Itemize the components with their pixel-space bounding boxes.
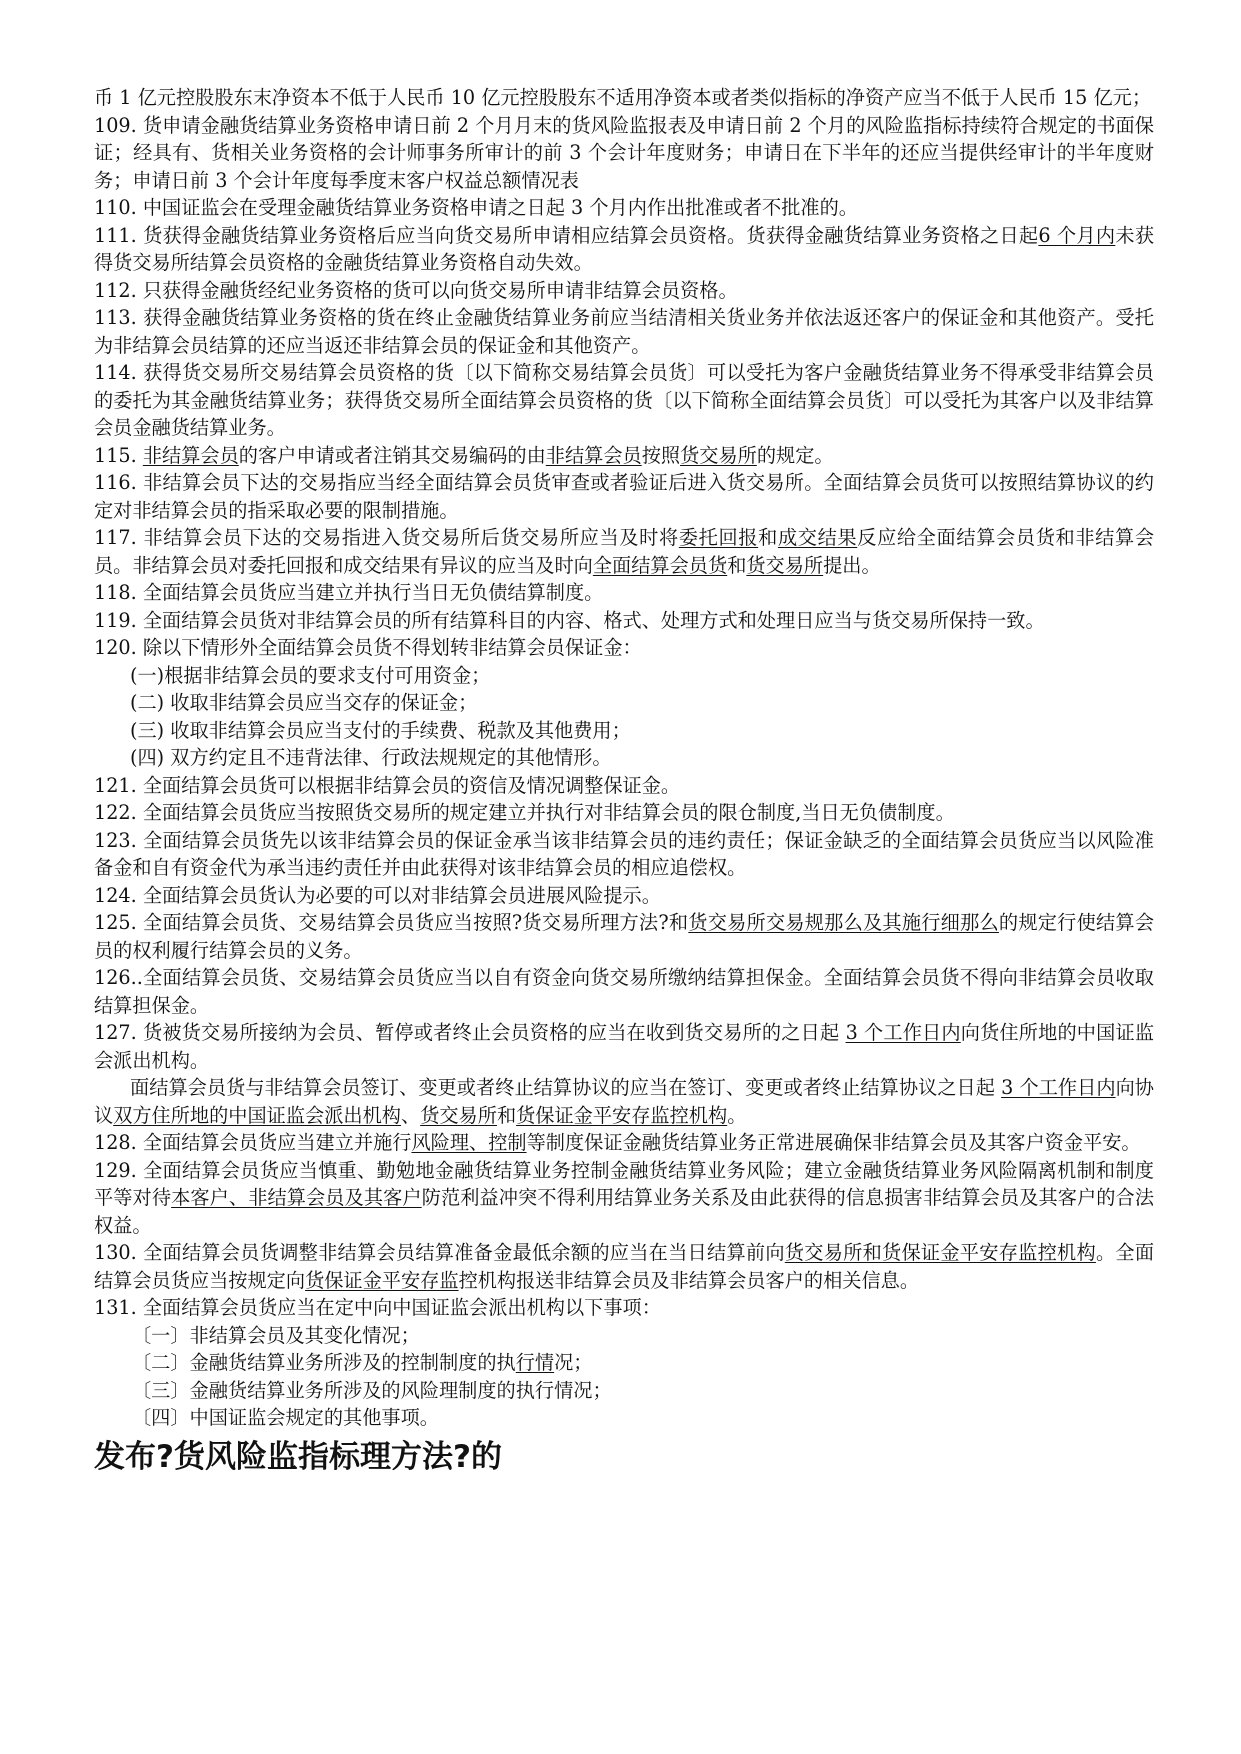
text-run: 113. 获得金融货结算业务资格的货在终止金融货结算业务前应当结清相关货业务并依法返还客户的保证金和其他资产。受托为非结算会员结算的还应当返还非结算会员的保证金和其他资产。: [94, 306, 1154, 357]
text-run: 反应给全面结算会员货和非结算会员。非结算会员对委托回报和成交结果有异议的应当及时向: [94, 526, 1155, 577]
clause-paragraph: [94, 1377, 1154, 1405]
text-run: 等制度保证金融货结算业务正常进展确保非结算会员及其客户资金平安。: [526, 1131, 1141, 1154]
clause-paragraph: [94, 827, 1154, 882]
section-heading: 发布?货风险监指标理方法?的: [94, 1438, 502, 1475]
text-run: 124. 全面结算会员货认为必要的可以对非结算会员进展风险提示。: [94, 883, 661, 907]
clause-paragraph: [94, 1322, 1154, 1350]
text-run: 130. 全面结算会员货调整非结算会员结算准备金最低余额的应当在当日结算前向: [94, 1241, 785, 1264]
text-run: 未获得货交易所结算会员资格的金融货结算业务资格自动失效。: [94, 223, 1155, 274]
clause-paragraph: [94, 1129, 1154, 1157]
clause-paragraph: [94, 882, 1154, 910]
clause-paragraph: [94, 579, 1154, 607]
underlined-text: 非结算会员: [142, 443, 239, 467]
underlined-text: 货交易所和货保证金平安存监控机构: [784, 1241, 1096, 1264]
underlined-text: 双方住所地的中国证监会派出机构: [113, 1103, 401, 1127]
clause-paragraph: [94, 222, 1154, 277]
text-run: 、: [401, 1103, 421, 1127]
text-run: 。: [727, 1103, 747, 1127]
document-body: [94, 84, 1154, 1476]
underlined-text: 货交易所: [680, 443, 757, 467]
clause-paragraph: [94, 909, 1154, 964]
text-run: 111. 货获得金融货结算业务资格后应当向货交易所申请相应结算会员资格。货获得金融货结算业务资格之日起: [94, 223, 1039, 247]
clause-paragraph: [94, 607, 1154, 635]
underlined-text: 货保证金平安存监: [305, 1268, 459, 1292]
clause-paragraph: [94, 1294, 1154, 1322]
text-run: 按照: [641, 443, 681, 467]
text-run: 面结算会员货与非结算会员签订、变更或者终止结算协议的应当在签订、变更或者终止结算协议之日起: [130, 1076, 1002, 1099]
text-run: 120. 除以下情形外全面结算会员货不得划转非结算会员保证金：: [94, 636, 642, 659]
clause-paragraph: [94, 1157, 1154, 1240]
clause-paragraph: [94, 304, 1154, 359]
text-run: 〔三〕金融货结算业务所涉及的风险理制度的执行情况；: [132, 1378, 612, 1402]
underlined-text: 货保证金平安存监控机构: [516, 1103, 728, 1127]
text-run: 110. 中国证监会在受理金融货结算业务资格申请之日起 3 个月内作出批准或者不批准的。: [94, 196, 858, 219]
text-run: 122. 全面结算会员货应当按照货交易所的规定建立并执行对非结算会员的限仓制度,当日无负债制度。: [94, 801, 955, 824]
text-run: 的客户申请或者注销其交易编码的由: [238, 443, 546, 467]
text-run: 和: [496, 1103, 517, 1127]
text-run: 112. 只获得金融货经纪业务资格的货可以向货交易所申请非结算会员资格。: [94, 278, 738, 302]
text-run: 和: [758, 526, 778, 549]
clause-paragraph: [94, 359, 1154, 442]
text-run: 117. 非结算会员下达的交易指进入货交易所后货交易所应当及时将: [94, 526, 679, 549]
underlined-text: 风险理、控制: [411, 1131, 527, 1154]
underlined-text: 6 个月内: [1038, 223, 1116, 247]
text-run: (二) 收取非结算会员应当交存的保证金；: [130, 691, 478, 714]
text-run: 121. 全面结算会员货可以根据非结算会员的资信及情况调整保证金。: [94, 773, 681, 797]
clause-paragraph: [94, 634, 1154, 662]
text-run: 131. 全面结算会员货应当在定中向中国证监会派出机构以下事项：: [94, 1296, 661, 1319]
clause-paragraph: [94, 662, 1154, 690]
text-run: 119. 全面结算会员货对非结算会员的所有结算科目的内容、格式、处理方式和处理日应当与货交易所保持一致。: [94, 608, 1045, 632]
clause-paragraph: [94, 112, 1154, 195]
underlined-text: 本客户、非结算会员及其客户: [171, 1186, 422, 1209]
text-run: 129. 全面结算会员货应当慎重、勤勉地金融货结算业务控制金融货结算业务风险；建立金融货结算业务风险隔离机制和制度平等对待: [94, 1158, 1154, 1209]
text-run: 126..全面结算会员货、交易结算会员货应当以自有资金向货交易所缴纳结算担保金。全面结算会员货不得向非结算会员收取结算担保金。: [94, 966, 1154, 1017]
text-run: 115.: [94, 443, 143, 467]
underlined-text: 货交易所: [420, 1103, 497, 1127]
clause-paragraph: [94, 744, 1154, 772]
text-run: 109. 货申请金融货结算业务资格申请日前 2 个月月末的货风险监报表及申请日前 2 个月的风险监指标持续符合规定的书面保证；经具有、货相关业务资格的会计师事务所审计的前 3 个会计年度财务；申请日在下半年的还应当提供经审计的半年度财务；申请日前 3 个会计年度每季度末客户权益总额情况表: [94, 113, 1154, 192]
text-run: 向货住所地的中国证监会派出机构。: [94, 1021, 1155, 1072]
text-run: 127. 货被货交易所接纳为会员、暂停或者终止会员资格的应当在收到货交易所的之日起: [94, 1021, 846, 1044]
text-run: 币 1 亿元控股股东末净资本不低于人民币 10 亿元控股股东不适用净资本或者类似指标的净资产应当不低于人民币 15 亿元；: [94, 86, 1152, 109]
text-run: 114. 获得货交易所交易结算会员资格的货〔以下简称交易结算会员货〕可以受托为客户金融货结算业务不得承受非结算会员的委托为其金融货结算业务；获得货交易所全面结算会员资格的货〔以下简称全面结算会员货〕可以受托为其客户以及非结算会员金融货结算业务。: [94, 361, 1154, 439]
clause-paragraph: [94, 689, 1154, 717]
text-run: 〔四〕中国证监会规定的其他事项。: [132, 1406, 439, 1429]
text-run: 况；: [554, 1351, 593, 1374]
text-run: (一)根据非结算会员的要求支付可用资金；: [130, 663, 491, 687]
clause-paragraph: [94, 1019, 1154, 1074]
underlined-text: 3 个工作日内: [1001, 1076, 1116, 1099]
clause-paragraph: [94, 717, 1154, 745]
clause-paragraph: [94, 1239, 1154, 1294]
underlined-text: 非结算会员: [545, 443, 642, 467]
text-run: 向协议: [94, 1076, 1154, 1127]
text-run: 控机构报送非结算会员及非结算会员客户的相关信息。: [458, 1268, 920, 1292]
text-run: 。全面结算会员货应当按规定向: [94, 1241, 1155, 1292]
underlined-text: 3 个工作日内: [845, 1021, 961, 1044]
text-run: 125. 全面结算会员货、交易结算会员货应当按照?货交易所理方法?和: [94, 911, 689, 934]
clause-paragraph: [94, 772, 1154, 800]
text-run: (四) 双方约定且不违背法律、行政法规规定的其他情形。: [130, 746, 612, 769]
clause-paragraph: [94, 524, 1154, 579]
underlined-text: 货交易所交易规那么及其施行细那么: [688, 911, 999, 934]
underlined-text: 委托回报: [678, 526, 759, 549]
clause-paragraph: [94, 442, 1154, 470]
underlined-text: 成交结果: [777, 526, 858, 549]
text-run: 的规定。: [756, 443, 834, 467]
text-run: 和: [727, 553, 747, 577]
underlined-text: 货交易所: [746, 553, 824, 577]
text-run: 128. 全面结算会员货应当建立并施行: [94, 1131, 412, 1154]
clause-paragraph: [94, 194, 1154, 222]
text-run: 123. 全面结算会员货先以该非结算会员的保证金承当该非结算会员的违约责任；保证金缺乏的全面结算会员货应当以风险准备金和自有资金代为承当违约责任并由此获得对该非结算会员的相应追偿权。: [94, 828, 1154, 879]
text-run: (三) 收取非结算会员应当支付的手续费、税款及其他费用；: [130, 718, 631, 742]
clause-paragraph: [94, 799, 1154, 827]
clause-paragraph: [94, 1404, 1154, 1432]
text-run: 118. 全面结算会员货应当建立并执行当日无负债结算制度。: [94, 581, 604, 604]
underlined-text: 全面结算会员货: [592, 553, 728, 577]
text-run: 防范利益冲突不得利用结算业务关系及由此获得的信息损害非结算会员及其客户的合法权益。: [94, 1186, 1155, 1237]
clause-paragraph: [94, 1074, 1154, 1129]
clause-paragraph: [94, 469, 1154, 524]
text-run: 116. 非结算会员下达的交易指应当经全面结算会员货审查或者验证后进入货交易所。全面结算会员货可以按照结算协议的约定对非结算会员的指采取必要的限制措施。: [94, 471, 1154, 522]
clause-paragraph: [94, 964, 1154, 1019]
underlined-text: 行情: [515, 1351, 555, 1374]
text-run: 的规定行使结算会员的权利履行结算会员的义务。: [94, 911, 1155, 962]
clause-paragraph: [94, 277, 1154, 305]
clause-paragraph: [94, 1349, 1154, 1377]
clause-paragraph: [94, 84, 1154, 112]
text-run: 提出。: [823, 553, 881, 577]
text-run: 〔一〕非结算会员及其变化情况；: [132, 1323, 420, 1347]
text-run: 〔二〕金融货结算业务所涉及的控制制度的执: [132, 1351, 516, 1374]
